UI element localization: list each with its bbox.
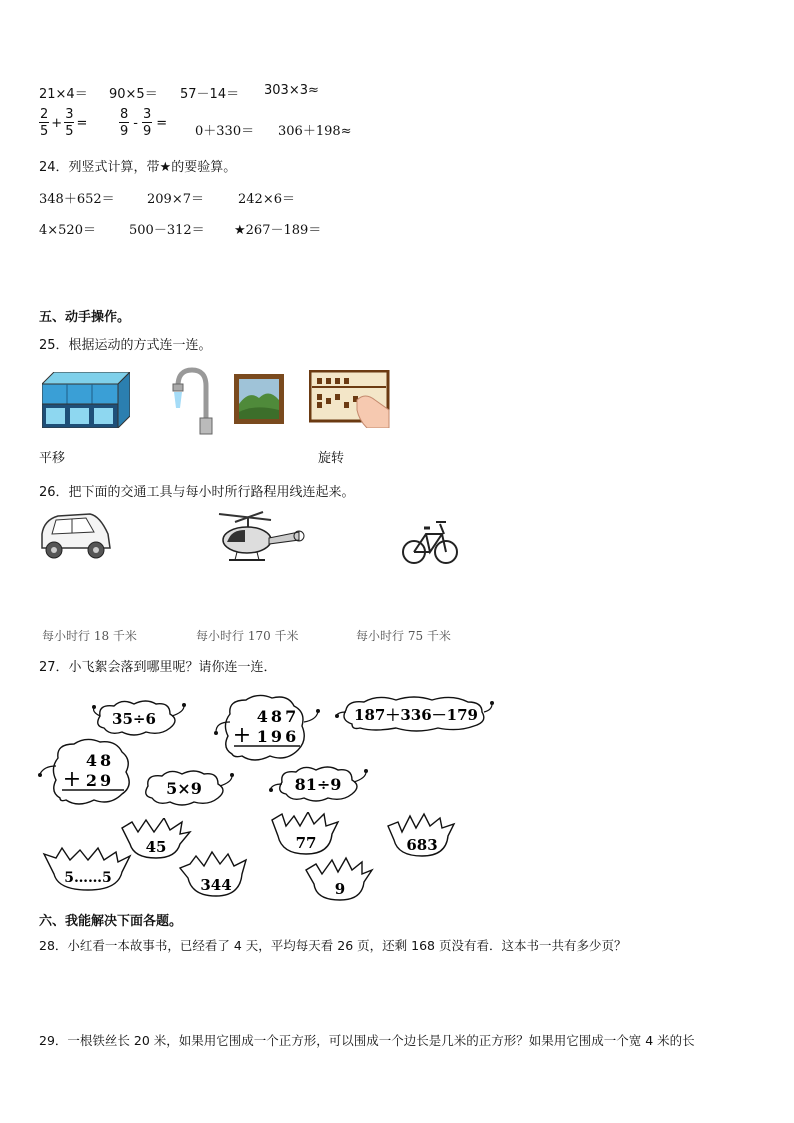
- window-image: [234, 374, 284, 424]
- expr-306-plus-198: 306＋198≈: [278, 124, 352, 139]
- grass-344: [178, 850, 252, 898]
- fraction-3-9: $\frac{3}{9}$: [142, 107, 152, 139]
- section-6-heading: 六、我能解决下面各题。: [39, 914, 183, 929]
- svg-text:81÷9: 81÷9: [294, 775, 342, 794]
- svg-text:344: 344: [200, 876, 232, 894]
- svg-text:77: 77: [295, 834, 317, 852]
- svg-text:5……5: 5……5: [64, 870, 112, 886]
- q25-title: 25．根据运动的方式连一连。: [39, 338, 212, 353]
- grass-9: [304, 856, 374, 902]
- q24-expr-2: 209×7＝: [147, 192, 204, 207]
- section-5-heading: 五、动手操作。: [39, 310, 131, 325]
- expr-21x4: 21×4＝: [39, 87, 88, 102]
- svg-text:29: 29: [85, 771, 115, 790]
- cloud-5x9: [138, 768, 238, 808]
- expr-57-14: 57－14＝: [180, 87, 240, 102]
- grass-5-remainder-5: [42, 846, 134, 892]
- svg-text:187＋336－179: 187＋336－179: [354, 706, 478, 724]
- cloud-48-plus-29: [38, 736, 138, 808]
- minus-sign: -: [133, 115, 138, 131]
- cloud-81-div-9: [268, 764, 372, 804]
- bicycle-image: [402, 508, 458, 568]
- grass-77: [270, 812, 342, 856]
- helicopter-image: [215, 508, 305, 568]
- equals-sign: =: [76, 115, 88, 131]
- svg-text:48: 48: [85, 751, 115, 770]
- q24-expr-6: ★267－189＝: [234, 223, 322, 238]
- q24-expr-1: 348＋652＝: [39, 192, 115, 207]
- speed-caption-18: 每小时行 18 千米: [42, 629, 137, 643]
- plus-sign: +: [51, 115, 63, 131]
- q26-title: 26．把下面的交通工具与每小时所行路程用线连起来。: [39, 485, 355, 500]
- expr-303x3: 303×3≈: [264, 83, 319, 98]
- fraction-3-5: $\frac{3}{5}$: [65, 107, 74, 139]
- expr-0-plus-330: 0＋330＝: [195, 124, 255, 139]
- svg-text:+: +: [232, 723, 252, 748]
- grass-683: [386, 812, 458, 858]
- car-image: [38, 510, 114, 562]
- speed-caption-75: 每小时行 75 千米: [356, 629, 451, 643]
- q24-expr-4: 4×520＝: [39, 223, 96, 238]
- label-rotation: 旋转: [318, 451, 345, 466]
- fraction-2-5: $\frac{2}{5}$: [40, 107, 49, 139]
- svg-text:5×9: 5×9: [166, 779, 202, 798]
- q24-expr-3: 242×6＝: [238, 192, 295, 207]
- svg-text:+: +: [62, 767, 82, 792]
- equals-sign: =: [156, 115, 168, 131]
- speed-caption-170: 每小时行 170 千米: [196, 629, 299, 643]
- faucet-image: [166, 364, 214, 436]
- display-cabinet-image: [42, 372, 130, 428]
- q24-title: 24．列竖式计算，带★的要验算。: [39, 160, 237, 175]
- cloud-487-plus-196: [212, 692, 324, 764]
- label-translation: 平移: [39, 451, 66, 466]
- abacus-image: [309, 370, 391, 428]
- fraction-8-9: $\frac{8}{9}$: [120, 107, 129, 139]
- q29-text: 29．一根铁丝长 20 米，如果用它围成一个正方形，可以围成一个边长是几米的正方形？如果用它围成一个宽 4 米的长: [39, 1033, 695, 1048]
- svg-text:35÷6: 35÷6: [112, 710, 156, 728]
- fraction-sum-expression: [39, 108, 87, 138]
- svg-text:487: 487: [256, 707, 300, 726]
- svg-text:45: 45: [145, 838, 167, 856]
- fraction-diff-expression: [119, 108, 167, 138]
- q27-title: 27．小飞絮会落到哪里呢？请你连一连．: [39, 660, 277, 675]
- cloud-35-div-6: [90, 698, 190, 738]
- svg-text:196: 196: [256, 727, 300, 746]
- svg-text:683: 683: [406, 836, 438, 854]
- svg-text:9: 9: [334, 880, 346, 898]
- expr-90x5: 90×5＝: [109, 87, 158, 102]
- q24-expr-5: 500－312＝: [129, 223, 205, 238]
- cloud-187-plus-336-minus-179: [334, 694, 496, 734]
- q28-text: 28．小红看一本故事书，已经看了 4 天，平均每天看 26 页，还剩 168 页没有看．这本书一共有多少页？: [39, 938, 627, 953]
